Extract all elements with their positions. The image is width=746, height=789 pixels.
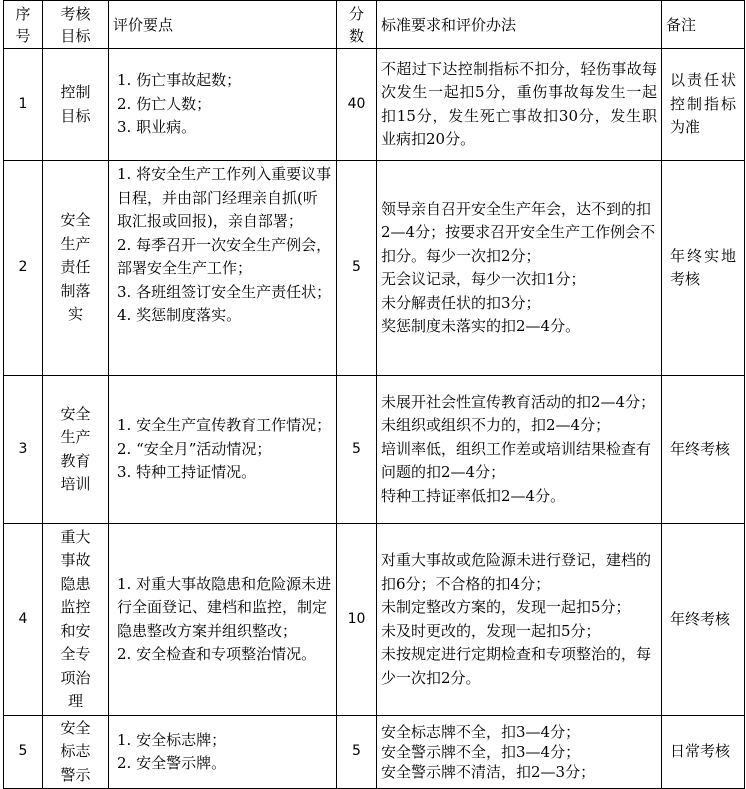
row-seq: 5 (4, 716, 43, 789)
row-remark: 年终考核 (662, 524, 745, 716)
row-score: 10 (337, 524, 377, 716)
row-target: 安全生产责任制落实 (43, 161, 109, 376)
row-standard: 安全标志牌不全，扣3—4分； 安全警示牌不全，扣3—4分； 安全警示牌不清洁，扣2—3分； (377, 716, 662, 789)
row-seq: 2 (4, 161, 43, 376)
row-standard: 领导亲自召开安全生产年会，达不到的扣2—4分；按要求召开安全生产工作例会不扣分。每少一次扣2分； 无会议记录，每少一次扣1分； 未分解责任状的扣3分； 奖惩制度未落实的扣2—4分。 (377, 161, 662, 376)
row-score: 5 (337, 376, 377, 524)
row-points: 1. 安全生产宣传教育工作情况； 2. “安全月”活动情况； 3. 特种工持证情况。 (109, 376, 337, 524)
row-seq: 4 (4, 524, 43, 716)
table-row (4, 49, 745, 161)
header-standard: 标准要求和评价办法 (377, 1, 662, 49)
row-score: 5 (337, 716, 377, 789)
row-standard: 对重大事故或危险源未进行登记，建档的扣6分；不合格的扣4分； 未制定整改方案的，发现一起扣5分； 未及时更改的，发现一起扣5分； 未按规定进行定期检查和专项整治的，每少一次扣2分。 (377, 524, 662, 716)
row-standard: 未展开社会性宣传教育活动的扣2—4分； 未组织或组织不力的，扣2—4分； 培训率低，组织工作差或培训结果检查有问题的扣2—4分； 特种工持证率低扣2—4分。 (377, 376, 662, 524)
table-row (4, 524, 745, 716)
header-points: 评价要点 (109, 1, 337, 49)
row-remark: 年终实地考核 (662, 161, 745, 376)
row-score: 40 (337, 49, 377, 161)
header-target: 考核目标 (43, 1, 109, 49)
row-seq: 1 (4, 49, 43, 161)
row-seq: 3 (4, 376, 43, 524)
assessment-table (3, 0, 745, 789)
table-row (4, 161, 745, 376)
header-seq: 序号 (4, 1, 43, 49)
row-target: 重大事故隐患监控和安全专项治理 (43, 524, 109, 716)
row-target: 安全标志警示 (43, 716, 109, 789)
header-row (4, 1, 745, 49)
row-target: 控制目标 (43, 49, 109, 161)
table-row (4, 716, 745, 789)
row-points: 1. 伤亡事故起数； 2. 伤亡人数； 3. 职业病。 (109, 49, 337, 161)
row-points: 1. 将安全生产工作列入重要议事日程，并由部门经理亲自抓(听取汇报或回报)，亲自部署； 2. 每季召开一次安全生产例会，部署安全生产工作； 3. 各班组签订安全生产责任状； 4. 奖惩制度落实。 (109, 161, 337, 376)
row-points: 1. 对重大事故隐患和危险源未进行全面登记、建档和监控，制定隐患整改方案并组织整改； 2. 安全检查和专项整治情况。 (109, 524, 337, 716)
row-points: 1. 安全标志牌； 2. 安全警示牌。 (109, 716, 337, 789)
header-score: 分数 (337, 1, 377, 49)
row-target: 安全生产教育培训 (43, 376, 109, 524)
row-remark: 年终考核 (662, 376, 745, 524)
row-remark: 日常考核 (662, 716, 745, 789)
header-remark: 备注 (662, 1, 745, 49)
row-remark: 以责任状控制指标为准 (662, 49, 745, 161)
row-standard: 不超过下达控制指标不扣分，轻伤事故每次发生一起扣5分，重伤事故每发生一起扣15分，发生死亡事故扣30分，发生职业病扣20分。 (377, 49, 662, 161)
row-score: 5 (337, 161, 377, 376)
table-row (4, 376, 745, 524)
